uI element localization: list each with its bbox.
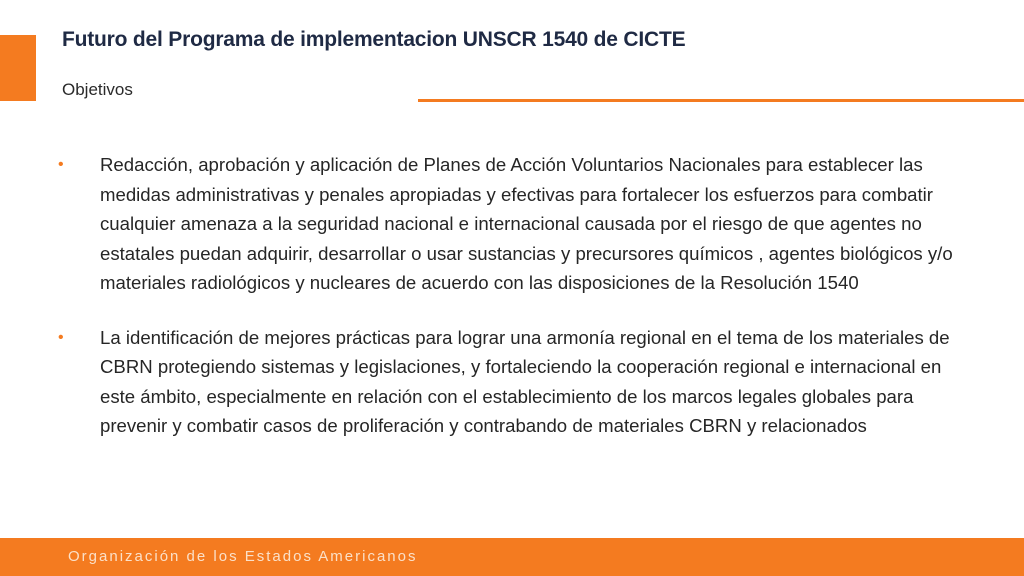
accent-block (0, 35, 36, 101)
bullet-text: Redacción, aprobación y aplicación de Planes de Acción Voluntarios Nacionales para establecer las medidas administrativas y penales apropiadas y efectivas para fortalecer los esfuerzos para combatir cualquier amenaza a la seguridad nacional e internacional causada por el riesgo de que agentes no estatales puedan adquirir, desarrollar o usar sustancias y precursores químicos , agentes biológicos y/o materiales radiológicos y nucleares de acuerdo con las disposiciones de la Resolución 1540 (100, 154, 953, 293)
bullet-text: La identificación de mejores prácticas para lograr una armonía regional en el tema de los materiales de CBRN protegiendo sistemas y legislaciones, y fortaleciendo la cooperación regional e internacional en este ámbito, especialmente en relación con el establecimiento de los marcos legales globales para prevenir y combatir casos de proliferación y contrabando de materiales CBRN y relacionados (100, 326, 950, 436)
header-divider (418, 99, 1024, 102)
footer-bar (0, 538, 1024, 576)
footer-organization: Organización de los Estados Americanos (68, 548, 418, 565)
bullet-icon: • (58, 328, 64, 346)
bullet-icon: • (58, 156, 64, 173)
bullet-item (58, 150, 958, 298)
bullet-item (58, 323, 958, 441)
slide-title: Futuro del Programa de implementacion UNSCR 1540 de CICTE (62, 28, 686, 51)
slide-subtitle: Objetivos (62, 80, 133, 99)
bullet-list (58, 150, 958, 466)
